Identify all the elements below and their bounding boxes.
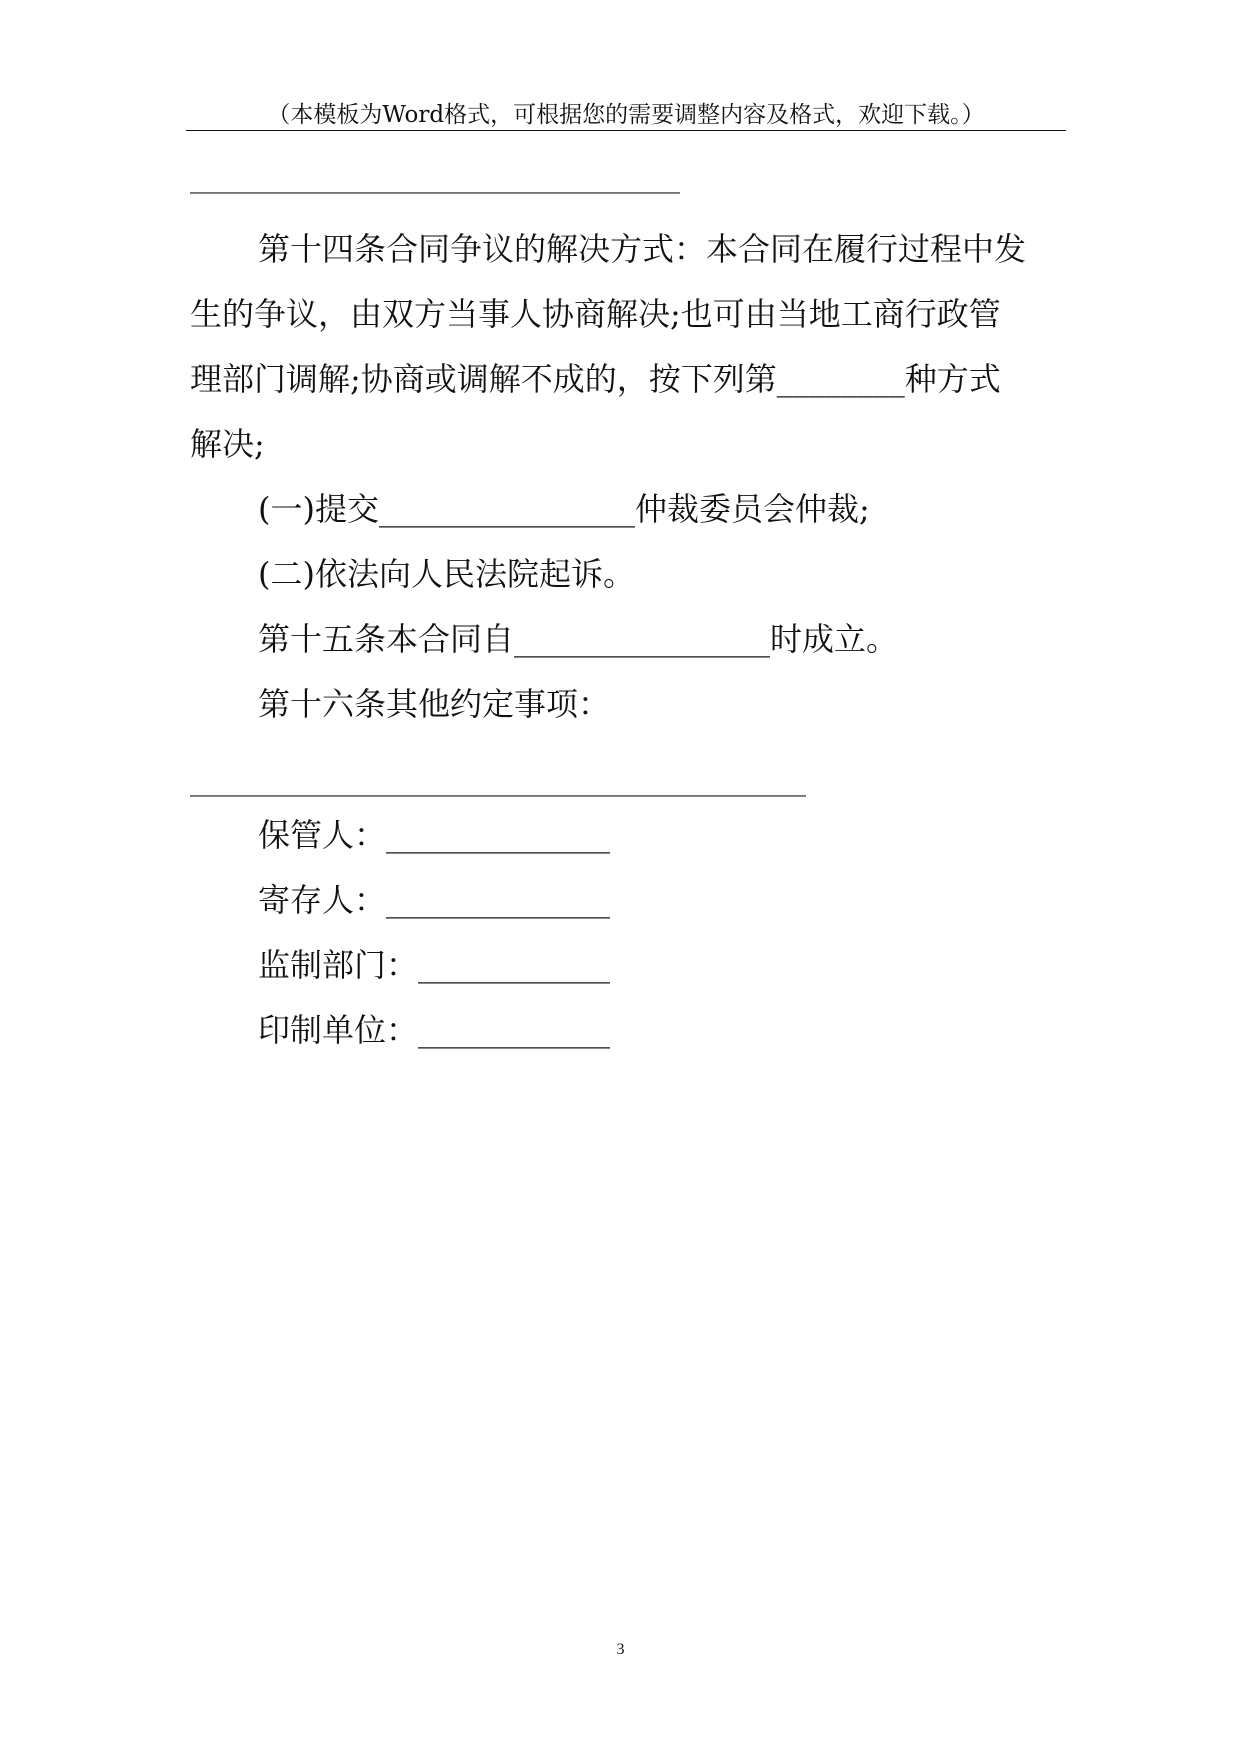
header-rule: [186, 130, 1066, 131]
signature-keeper: 保管人：______________: [258, 816, 611, 854]
signature-printer: 印制单位：____________: [258, 1011, 611, 1049]
article-14-line-3: 理部门调解;协商或调解不成的，按下列第________种方式: [190, 360, 1001, 398]
article-15: 第十五条本合同自________________时成立。: [258, 620, 899, 658]
option-litigation: (二)依法向人民法院起诉。: [258, 555, 635, 593]
signature-depositor: 寄存人：______________: [258, 881, 611, 919]
signature-supervisor: 监制部门：____________: [258, 946, 611, 984]
article-16-blank-line: ____________________________________________: [190, 764, 806, 797]
article-16: 第十六条其他约定事项：: [258, 685, 611, 723]
article-14-line-4: 解决;: [190, 425, 265, 463]
top-blank-line: ___________________________________: [190, 161, 680, 194]
article-14-line-1: 第十四条合同争议的解决方式：本合同在履行过程中发: [258, 230, 1027, 268]
page-number: 3: [616, 1641, 625, 1658]
article-14-line-2: 生的争议，由双方当事人协商解决;也可由当地工商行政管: [190, 295, 1001, 333]
header-note: （本模板为Word格式，可根据您的需要调整内容及格式，欢迎下载。）: [267, 102, 985, 128]
option-arbitration: (一)提交________________仲裁委员会仲裁;: [258, 490, 870, 528]
